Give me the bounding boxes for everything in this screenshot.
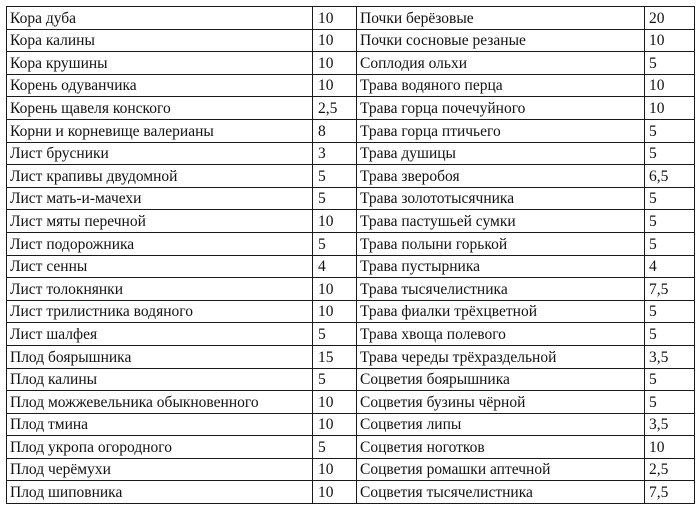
table-row (7, 345, 695, 368)
table-row (7, 74, 695, 97)
left-value-cell: 10 (313, 278, 357, 301)
left-value-cell: 10 (313, 52, 357, 75)
left-value-cell: 3 (313, 142, 357, 165)
left-name-cell: Лист брусники (7, 142, 313, 165)
right-name-cell: Почки сосновые резаные (357, 29, 645, 52)
left-value-cell: 10 (313, 391, 357, 414)
left-name-cell: Плод тмина (7, 413, 313, 436)
right-name-cell: Трава водяного перца (357, 74, 645, 97)
right-name-cell: Соплодия ольхи (357, 52, 645, 75)
right-value-cell: 5 (645, 323, 695, 346)
left-name-cell: Корень щавеля конского (7, 97, 313, 120)
left-value-cell: 5 (313, 187, 357, 210)
right-value-cell: 10 (645, 97, 695, 120)
left-value-cell: 10 (313, 413, 357, 436)
table-row (7, 300, 695, 323)
table-row (7, 97, 695, 120)
right-value-cell: 10 (645, 74, 695, 97)
left-name-cell: Плод черёмухи (7, 458, 313, 481)
table-row (7, 391, 695, 414)
left-value-cell: 2,5 (313, 97, 357, 120)
right-value-cell: 10 (645, 29, 695, 52)
right-value-cell: 5 (645, 187, 695, 210)
table-row (7, 278, 695, 301)
left-name-cell: Лист сенны (7, 255, 313, 278)
left-value-cell: 15 (313, 345, 357, 368)
right-value-cell: 5 (645, 119, 695, 142)
table-row (7, 323, 695, 346)
left-value-cell: 10 (313, 210, 357, 233)
table-row (7, 458, 695, 481)
left-name-cell: Кора калины (7, 29, 313, 52)
left-value-cell: 5 (313, 323, 357, 346)
left-value-cell: 8 (313, 119, 357, 142)
right-value-cell: 5 (645, 210, 695, 233)
left-value-cell: 10 (313, 458, 357, 481)
herb-table-body (7, 7, 695, 504)
herb-table (6, 6, 695, 504)
right-value-cell: 3,5 (645, 345, 695, 368)
right-value-cell: 5 (645, 391, 695, 414)
left-value-cell: 5 (313, 436, 357, 459)
table-row (7, 210, 695, 233)
right-name-cell: Соцветия липы (357, 413, 645, 436)
left-value-cell: 10 (313, 74, 357, 97)
left-name-cell: Лист крапивы двудомной (7, 165, 313, 188)
right-value-cell: 10 (645, 436, 695, 459)
right-value-cell: 20 (645, 7, 695, 30)
right-name-cell: Трава полыни горькой (357, 232, 645, 255)
right-name-cell: Почки берёзовые (357, 7, 645, 30)
right-value-cell: 3,5 (645, 413, 695, 436)
right-name-cell: Трава фиалки трёхцветной (357, 300, 645, 323)
right-value-cell: 5 (645, 300, 695, 323)
right-value-cell: 5 (645, 232, 695, 255)
right-value-cell: 5 (645, 52, 695, 75)
left-name-cell: Кора дуба (7, 7, 313, 30)
right-name-cell: Соцветия тысячелистника (357, 481, 645, 504)
right-name-cell: Соцветия боярышника (357, 368, 645, 391)
left-name-cell: Лист шалфея (7, 323, 313, 346)
left-name-cell: Лист мяты перечной (7, 210, 313, 233)
right-name-cell: Соцветия бузины чёрной (357, 391, 645, 414)
left-value-cell: 10 (313, 300, 357, 323)
table-row (7, 436, 695, 459)
right-value-cell: 6,5 (645, 165, 695, 188)
left-value-cell: 10 (313, 7, 357, 30)
left-name-cell: Лист мать-и-мачехи (7, 187, 313, 210)
right-value-cell: 7,5 (645, 278, 695, 301)
left-name-cell: Лист подорожника (7, 232, 313, 255)
right-value-cell: 5 (645, 368, 695, 391)
right-name-cell: Соцветия ноготков (357, 436, 645, 459)
left-name-cell: Корни и корневище валерианы (7, 119, 313, 142)
table-row (7, 232, 695, 255)
table-row (7, 52, 695, 75)
left-name-cell: Плод боярышника (7, 345, 313, 368)
left-value-cell: 4 (313, 255, 357, 278)
right-name-cell: Трава тысячелистника (357, 278, 645, 301)
table-row (7, 29, 695, 52)
right-name-cell: Трава душицы (357, 142, 645, 165)
right-value-cell: 4 (645, 255, 695, 278)
right-name-cell: Трава пастушьей сумки (357, 210, 645, 233)
left-value-cell: 5 (313, 165, 357, 188)
table-row (7, 119, 695, 142)
left-name-cell: Кора крушины (7, 52, 313, 75)
left-name-cell: Плод шиповника (7, 481, 313, 504)
left-name-cell: Лист трилистника водяного (7, 300, 313, 323)
right-value-cell: 2,5 (645, 458, 695, 481)
right-value-cell: 5 (645, 142, 695, 165)
left-value-cell: 5 (313, 368, 357, 391)
left-value-cell: 5 (313, 232, 357, 255)
table-row (7, 187, 695, 210)
left-name-cell: Корень одуванчика (7, 74, 313, 97)
left-name-cell: Плод укропа огородного (7, 436, 313, 459)
left-name-cell: Лист толокнянки (7, 278, 313, 301)
right-name-cell: Трава пустырника (357, 255, 645, 278)
right-name-cell: Трава хвоща полевого (357, 323, 645, 346)
left-name-cell: Плод можжевельника обыкновенного (7, 391, 313, 414)
table-row (7, 255, 695, 278)
table-row (7, 481, 695, 504)
left-value-cell: 10 (313, 29, 357, 52)
table-row (7, 368, 695, 391)
table-row (7, 413, 695, 436)
left-value-cell: 10 (313, 481, 357, 504)
right-name-cell: Трава зверобоя (357, 165, 645, 188)
right-name-cell: Соцветия ромашки аптечной (357, 458, 645, 481)
right-value-cell: 7,5 (645, 481, 695, 504)
table-row (7, 165, 695, 188)
left-name-cell: Плод калины (7, 368, 313, 391)
right-name-cell: Трава золототысячника (357, 187, 645, 210)
table-row (7, 7, 695, 30)
table-row (7, 142, 695, 165)
right-name-cell: Трава череды трёхраздельной (357, 345, 645, 368)
right-name-cell: Трава горца птичьего (357, 119, 645, 142)
right-name-cell: Трава горца почечуйного (357, 97, 645, 120)
